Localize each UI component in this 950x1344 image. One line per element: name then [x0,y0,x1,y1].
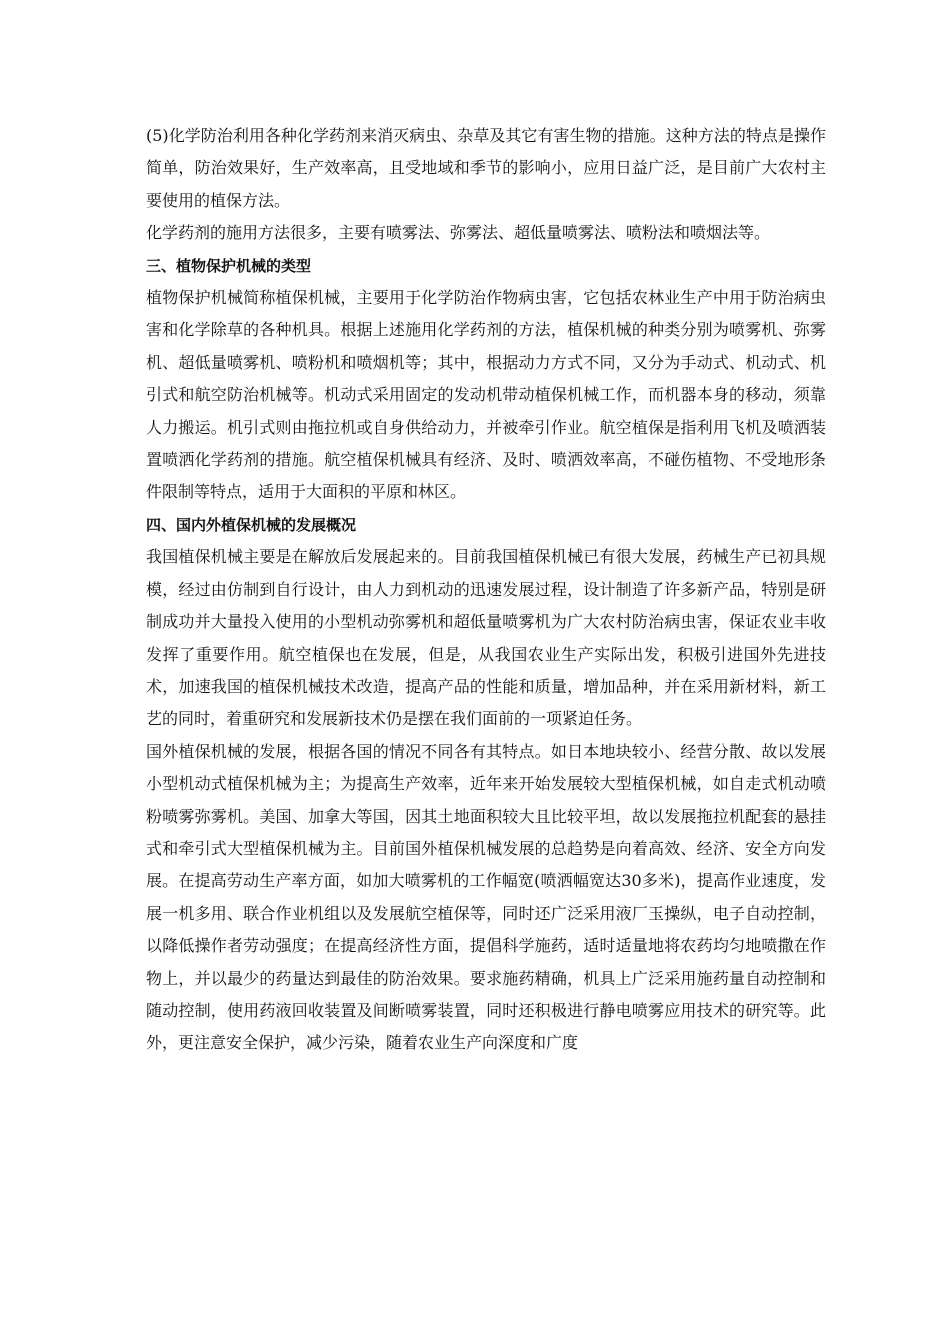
section-heading-machine-types: 三、植物保护机械的类型 [146,256,312,275]
paragraph-domestic-development: 我国植保机械主要是在解放后发展起来的。目前我国植保机械已有很大发展，药械生产已初具规模，经过由仿制到自行设计，由人力到机动的迅速发展过程，设计制造了许多新产品，特别是研制成功并大量投入使用的小型机动弥雾机和超低量喷雾机为广大农村防治病虫害，保证农业丰收发挥了重要作用。航空植保也在发展，但是，从我国农业生产实际出发，积极引进国外先进技术，加速我国的植保机械技术改造，提高产品的性能和质量，增加品种，并在采用新材料，新工艺的同时，着重研究和发展新技术仍是摆在我们面前的一项紧迫任务。 [146,547,826,729]
paragraph-machine-types: 植物保护机械简称植保机械，主要用于化学防治作物病虫害，它包括农林业生产中用于防治病虫害和化学除草的各种机具。根据上述施用化学药剂的方法，植保机械的种类分别为喷雾机、弥雾机、超低量喷雾机、喷粉机和喷烟机等；其中，根据动力方式不同，又分为手动式、机动式、机引式和航空防治机械等。机动式采用固定的发动机带动植保机械工作，而机器本身的移动，须靠人力搬运。机引式则由拖拉机或自身供给动力，并被牵引作业。航空植保是指利用飞机及喷洒装置喷洒化学药剂的措施。航空植保机械具有经济、及时、喷洒效率高，不碰伤植物、不受地形条件限制等特点，适用于大面积的平原和林区。 [146,288,826,502]
paragraph-foreign-development: 国外植保机械的发展，根据各国的情况不同各有其特点。如日本地块较小、经营分散、故以发展小型机动式植保机械为主；为提高生产效率，近年来开始发展较大型植保机械，如自走式机动喷粉喷雾弥雾机。美国、加拿大等国，因其土地面积较大且比较平坦，故以发展拖拉机配套的悬挂式和牵引式大型植保机械为主。目前国外植保机械发展的总趋势是向着高效、经济、安全方向发展。在提高劳动生产率方面，如加大喷雾机的工作幅宽(喷洒幅宽达30多米)，提高作业速度，发展一机多用、联合作业机组以及发展航空植保等，同时还广泛采用液厂玉操纵，电子自动控制，以降低操作者劳动强度；在提高经济性方面，提倡科学施药，适时适量地将农药均匀地喷撒在作物上，并以最少的药量达到最佳的防治效果。要求施药精确，机具上广泛采用施药量自动控制和随动控制，使用药液回收装置及间断喷雾装置，同时还积极进行静电喷雾应用技术的研究等。此外，更注意安全保护，减少污染，随着农业生产向深度和广度 [146,741,826,1053]
paragraph-chemical-control: (5)化学防治利用各种化学药剂来消灭病虫、杂草及其它有害生物的措施。这种方法的特点是操作简单，防治效果好，生产效率高，且受地域和季节的影响小，应用日益广泛，是目前广大农村主要使用的植保方法。 [146,126,826,210]
paragraph-application-methods: 化学药剂的施用方法很多，主要有喷雾法、弥雾法、超低量喷雾法、喷粉法和喷烟法等。 [146,223,771,243]
section-heading-development: 四、国内外植保机械的发展概况 [146,515,357,534]
document-body [146,120,826,1060]
